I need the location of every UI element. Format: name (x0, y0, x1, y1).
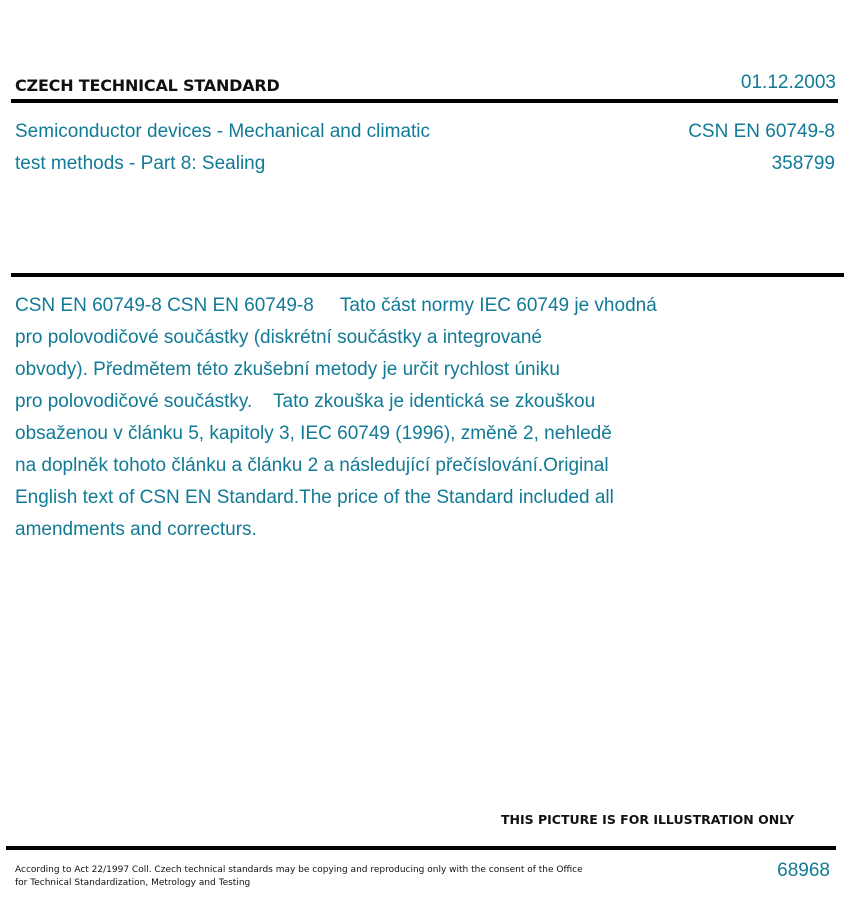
standard-title-line-2: test methods - Part 8: Sealing (15, 153, 266, 174)
legal-note (15, 864, 585, 890)
header-label: CZECH TECHNICAL STANDARD (15, 76, 280, 95)
abstract-text: CSN EN 60749-8 CSN EN 60749-8 Tato část normy IEC 60749 je vhodná pro polovodičové součástky (diskrétní součástky a integrované obvody). Předmětem této zkušební metody je určit rychlost úniku pro polovodičové součástky. Tato zkouška je identická se zkouškou obsaženou v článku 5, kapitoly 3, IEC 60749 (1996), změně 2, nehledě na doplněk tohoto článku a článku 2 a následující přečíslování.Original English text of CSN EN Standard.The price of the Standard included all amendments and correcturs. (15, 295, 657, 540)
top-rule (11, 99, 838, 103)
standard-identifiers (688, 116, 835, 180)
standard-title-line-1: Semiconductor devices - Mechanical and climatic (15, 121, 431, 142)
publication-date: 01.12.2003 (740, 72, 836, 93)
standard-number: 358799 (771, 153, 835, 174)
illustration-notice: THIS PICTURE IS FOR ILLUSTRATION ONLY (501, 812, 795, 827)
bottom-rule (6, 846, 836, 850)
standard-code: CSN EN 60749-8 (688, 121, 835, 142)
legal-note-line-1: According to Act 22/1997 Coll. Czech technical standards may be copying and reproducing only with the consent of the Office (15, 865, 583, 875)
middle-rule (11, 273, 844, 277)
legal-note-line-2: for Technical Standardization, Metrology and Testing (15, 878, 251, 888)
document-id: 68968 (777, 860, 830, 881)
standard-title (15, 116, 535, 180)
